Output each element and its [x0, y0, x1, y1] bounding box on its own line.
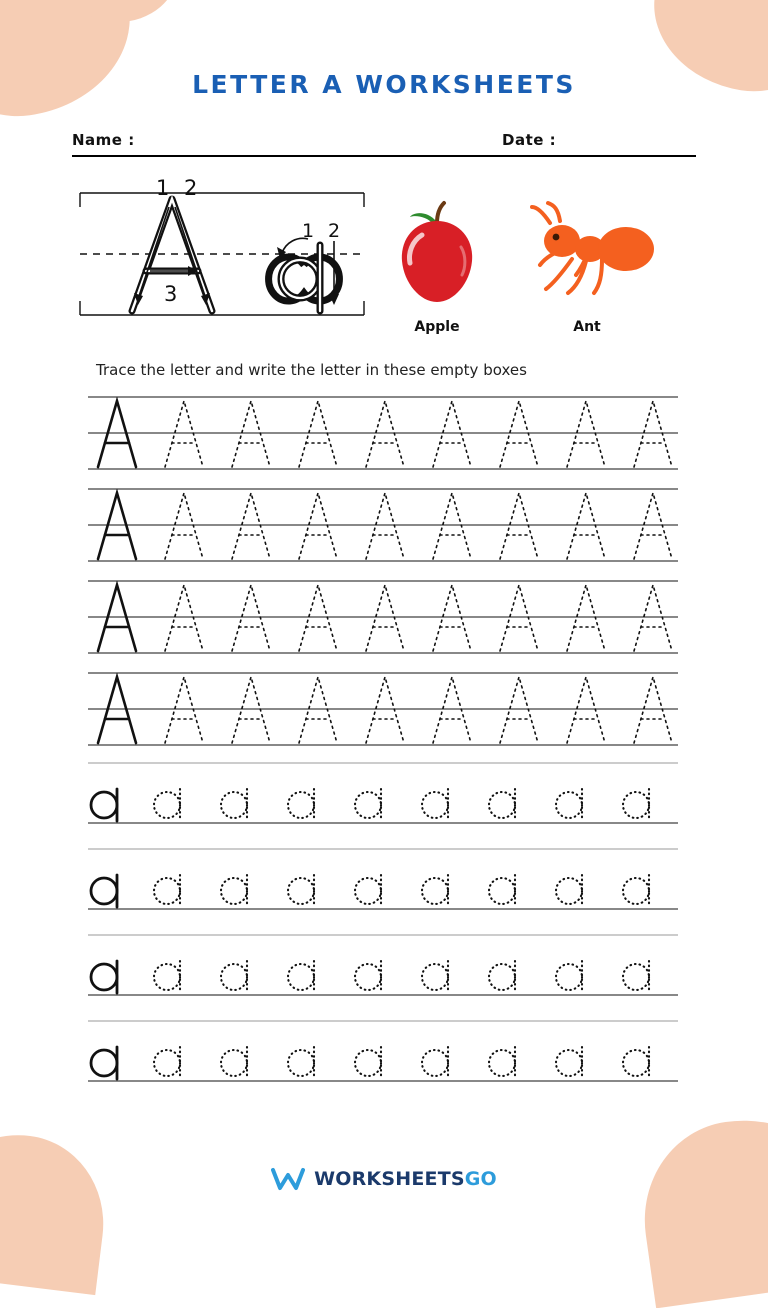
apple-picture — [372, 179, 502, 335]
stroke-number-2b: 2 — [328, 220, 341, 242]
practice-row-uppercase[interactable] — [88, 393, 696, 481]
practice-row-lowercase[interactable] — [88, 933, 696, 1009]
page-title: LETTER A WORKSHEETS — [192, 70, 576, 99]
practice-row-uppercase[interactable] — [88, 485, 696, 573]
instruction-text: Trace the letter and write the letter in these empty boxes — [96, 361, 527, 379]
meta-divider — [72, 155, 696, 157]
stroke-number-3: 3 — [164, 282, 178, 306]
apple-illustration — [382, 197, 492, 309]
footer-branding — [0, 1167, 768, 1191]
stroke-number-1b: 1 — [302, 220, 315, 242]
practice-row-uppercase[interactable] — [88, 669, 696, 757]
apple-label: Apple — [414, 319, 460, 335]
practice-row-lowercase[interactable] — [88, 847, 696, 923]
practice-row-lowercase[interactable] — [88, 1019, 696, 1095]
ant-illustration — [502, 197, 672, 309]
footer-brand-part1: WORKSHEETS — [314, 1168, 465, 1190]
ant-picture — [502, 179, 672, 335]
ant-label: Ant — [573, 319, 601, 335]
footer-brand — [314, 1168, 497, 1190]
practice-area — [88, 393, 696, 1095]
hero-row — [72, 179, 696, 335]
footer-brand-part2: GO — [464, 1168, 497, 1190]
letter-guide-svg — [72, 179, 372, 329]
letter-formation-guide — [72, 179, 372, 333]
w-logo-icon — [271, 1167, 305, 1191]
stroke-number-1: 1 — [156, 179, 170, 200]
practice-row-lowercase[interactable] — [88, 761, 696, 837]
name-label: Name : — [72, 131, 135, 149]
stroke-number-2: 2 — [184, 179, 198, 200]
date-label: Date : — [502, 131, 557, 149]
meta-row — [72, 131, 696, 149]
practice-row-uppercase[interactable] — [88, 577, 696, 665]
